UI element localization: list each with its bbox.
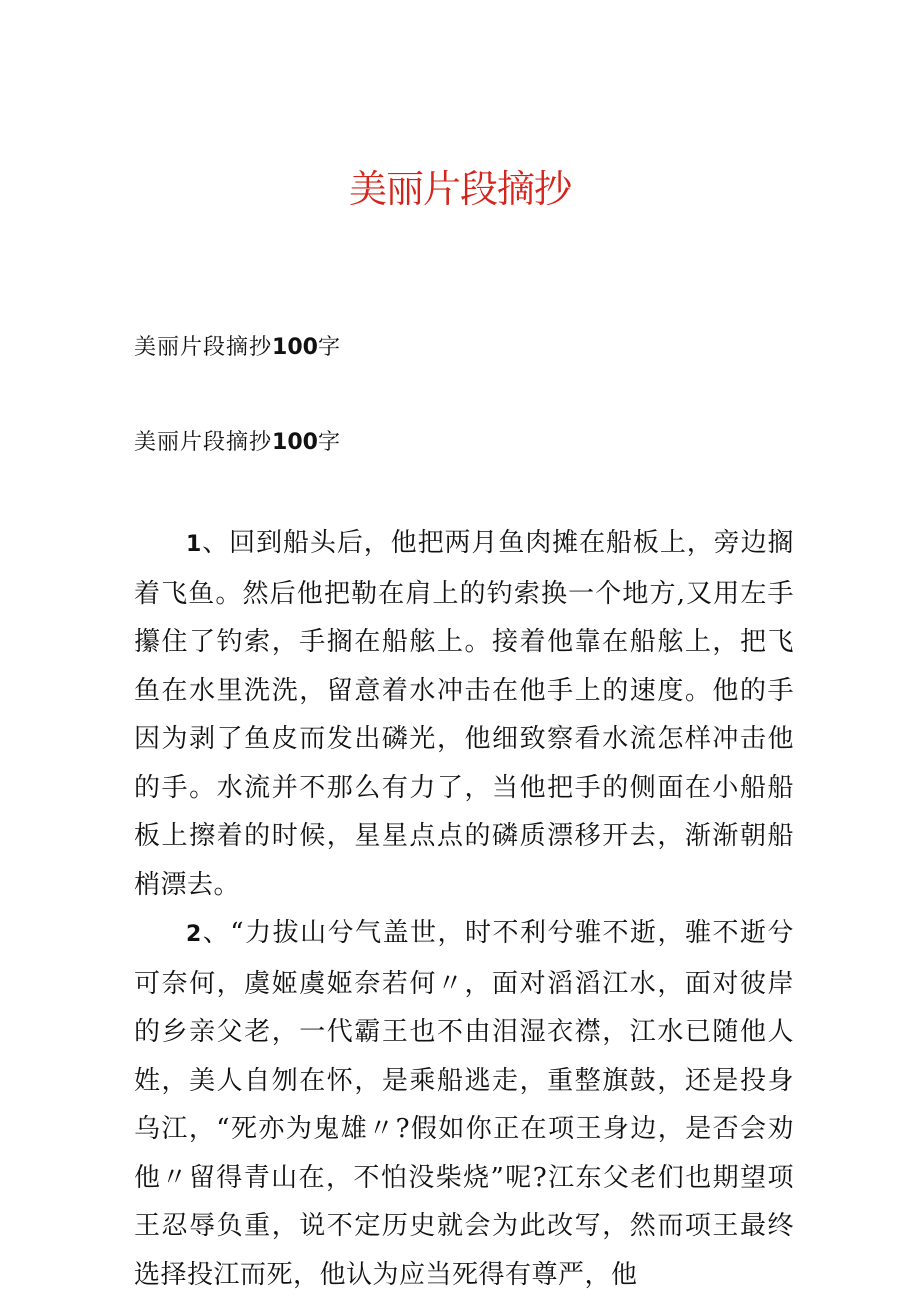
- subtitle-1-suffix: 字: [317, 335, 341, 360]
- subtitle-1-text: 美丽片段摘抄: [134, 335, 273, 360]
- paragraph-1-number: 1: [186, 532, 202, 557]
- document-title: 美丽片段摘抄: [348, 167, 571, 211]
- subtitle-2: [134, 428, 341, 458]
- paragraph-2-number: 2: [186, 922, 202, 947]
- subtitle-2-text: 美丽片段摘抄: [134, 430, 273, 455]
- paragraph-1: [134, 519, 794, 909]
- subtitle-1: [134, 333, 341, 363]
- paragraph-1-text: 、回到船头后，他把两月鱼肉摊在船板上，旁边搁着飞鱼。然后他把勒在肩上的钓索换一个地方,又用左手攥住了钓索，手搁在船舷上。接着他靠在船舷上，把飞鱼在水里洗洗，留意着水冲击在他手上的速度。他的手因为剥了鱼皮而发出磷光，他细致察看水流怎样冲击他的手。水流并不那么有力了，当他把手的侧面在小船船板上擦着的时候，星星点点的磷质漂移开去，渐渐朝船梢漂去。: [134, 528, 794, 900]
- paragraph-2-text: 、“力拔山兮气盖世，时不利兮骓不逝，骓不逝兮可奈何，虞姬虞姬奈若何〃，面对滔滔江水，面对彼岸的乡亲父老，一代霸王也不由泪湿衣襟，江水已随他人姓，美人自刎在怀，是乘船逃走，重整旗鼓，还是投身乌江，“死亦为鬼雄〃?假如你正在项王身边，是否会劝他〃留得青山在，不怕没柴烧”呢?江东父老们也期望项王忍辱负重，说不定历史就会为此改写，然而项王最终选择投江而死，他认为应当死得有尊严，他: [134, 918, 794, 1290]
- subtitle-2-number: 100: [272, 430, 318, 455]
- subtitle-2-suffix: 字: [317, 430, 341, 455]
- document-body: [134, 519, 794, 1299]
- subtitle-1-number: 100: [272, 335, 318, 360]
- paragraph-2: [134, 909, 794, 1299]
